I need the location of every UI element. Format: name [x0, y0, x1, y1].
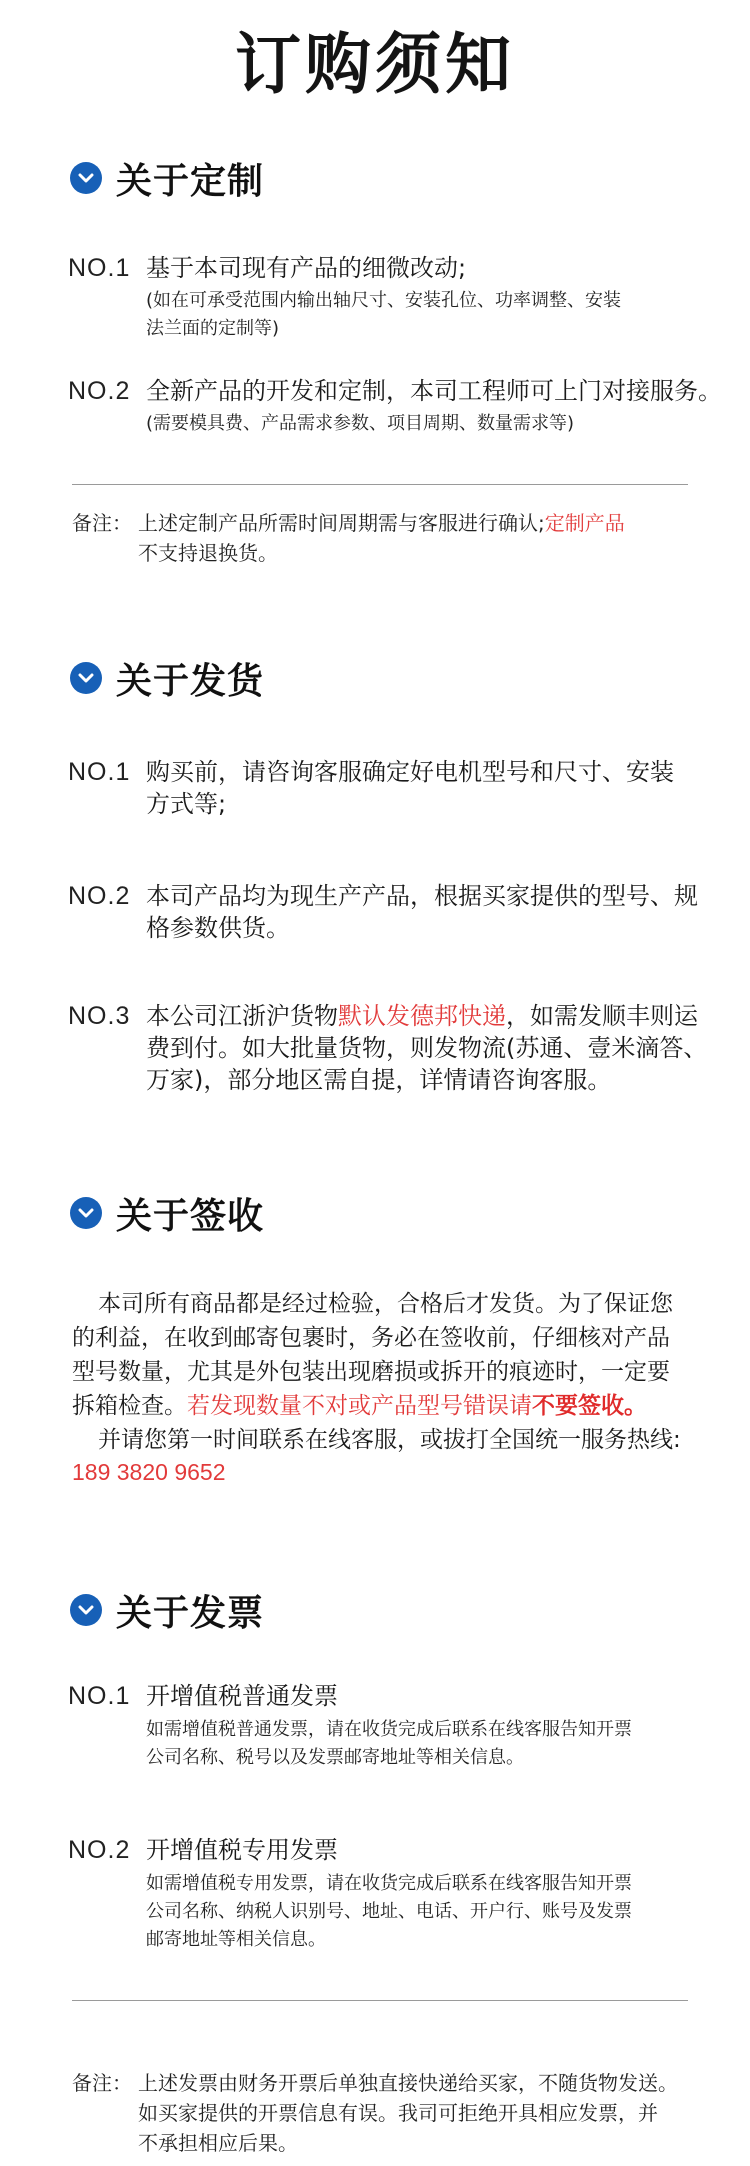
- item-text-plain: ，如需发顺丰则运: [506, 1002, 698, 1030]
- item-text: 费到付。如大批量货物，则发物流(苏通、壹米滴答、: [146, 1034, 708, 1062]
- paragraph-line: 本司所有商品都是经过检验，合格后才发货。为了保证您: [98, 1291, 673, 1317]
- item-main-text: 基于本司现有产品的细微改动;: [146, 254, 467, 282]
- item-text: 购买前，请咨询客服确定好电机型号和尺寸、安装: [146, 758, 674, 786]
- section-header-receipt: [70, 1193, 265, 1237]
- note-text: 如买家提供的开票信息有误。我司可拒绝开具相应发票，并: [138, 2101, 658, 2125]
- item-sub-text: 如需增值税专用发票，请在收货完成后联系在线客服告知开票: [146, 1873, 632, 1894]
- item-text: 方式等;: [146, 790, 227, 818]
- page-title: 订购须知: [235, 26, 515, 103]
- section-header-shipping: [70, 658, 265, 702]
- item-main-text: 开增值税专用发票: [146, 1836, 338, 1864]
- paragraph-warning: 若发现数量不对或产品型号错误请: [187, 1393, 532, 1419]
- item-text-highlight: 默认发德邦快递: [338, 1002, 506, 1030]
- item-sub-text: 如需增值税普通发票，请在收货完成后联系在线客服告知开票: [146, 1719, 632, 1740]
- item-number: NO.1: [68, 758, 131, 786]
- item-number: NO.2: [68, 377, 131, 405]
- paragraph-line: 并请您第一时间联系在线客服，或拔打全国统一服务热线:: [98, 1427, 681, 1453]
- item-number: NO.2: [68, 882, 131, 910]
- hotline-number: 189 3820 9652: [72, 1459, 226, 1485]
- item-sub-text: 邮寄地址等相关信息。: [146, 1929, 326, 1950]
- chevron-down-icon: [70, 1594, 102, 1626]
- item-sub-text: (需要模具费、产品需求参数、项目周期、数量需求等): [146, 413, 575, 434]
- note-text-plain: 上述定制产品所需时间周期需与客服进行确认;: [138, 511, 545, 535]
- note-text: 上述发票由财务开票后单独直接快递给买家，不随货物发送。: [138, 2071, 678, 2095]
- note-label: 备注：: [72, 511, 132, 535]
- item-text-plain: 本公司江浙沪货物: [146, 1002, 338, 1030]
- item-number: NO.1: [68, 1682, 131, 1710]
- section-title: 关于签收: [116, 1195, 265, 1237]
- chevron-down-icon: [70, 162, 102, 194]
- chevron-down-icon: [70, 662, 102, 694]
- item-text: 万家)，部分地区需自提，详情请咨询客服。: [146, 1066, 612, 1094]
- paragraph-line: [72, 1389, 647, 1423]
- section-title: 关于发货: [116, 660, 265, 702]
- paragraph-line: 型号数量，尤其是外包装出现磨损或拆开的痕迹时，一定要: [72, 1359, 670, 1385]
- item-text: 格参数供货。: [146, 914, 290, 942]
- item-sub-text: 公司名称、纳税人识别号、地址、电话、开户行、账号及发票: [146, 1901, 632, 1922]
- section-header-custom: [70, 158, 265, 202]
- note-text: [138, 508, 625, 538]
- item-sub-text: 法兰面的定制等): [146, 318, 280, 339]
- section-title: 关于定制: [116, 160, 265, 202]
- item-sub-text: 公司名称、税号以及发票邮寄地址等相关信息。: [146, 1747, 524, 1768]
- item-main-text: 全新产品的开发和定制，本司工程师可上门对接服务。: [146, 377, 722, 405]
- divider: [72, 484, 688, 485]
- section-header-invoice: [70, 1590, 265, 1634]
- paragraph-plain: 拆箱检查。: [72, 1393, 187, 1419]
- item-number: NO.2: [68, 1836, 131, 1864]
- divider: [72, 2000, 688, 2001]
- item-text: [146, 1000, 698, 1032]
- note-warning: 定制产品: [544, 511, 625, 535]
- item-text: 本司产品均为现生产产品，根据买家提供的型号、规: [146, 882, 698, 910]
- paragraph-warning-bold: 不要签收。: [532, 1393, 647, 1419]
- note-text: 不承担相应后果。: [138, 2131, 298, 2155]
- chevron-down-icon: [70, 1197, 102, 1229]
- item-number: NO.1: [68, 254, 131, 282]
- item-main-text: 开增值税普通发票: [146, 1682, 338, 1710]
- paragraph-line: 的利益，在收到邮寄包裹时，务必在签收前，仔细核对产品: [72, 1325, 670, 1351]
- section-title: 关于发票: [116, 1592, 265, 1634]
- item-number: NO.3: [68, 1002, 131, 1030]
- note-label: 备注：: [72, 2071, 132, 2095]
- note-warning: 不支持退换货。: [138, 541, 278, 565]
- item-sub-text: (如在可承受范围内输出轴尺寸、安装孔位、功率调整、安装: [146, 290, 622, 311]
